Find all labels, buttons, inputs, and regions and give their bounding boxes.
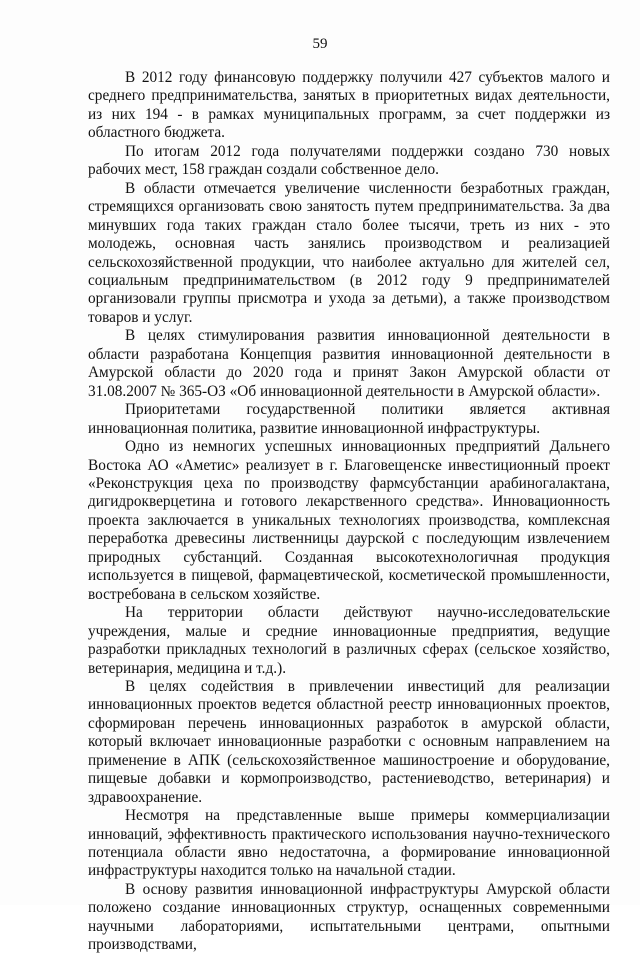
page-number: 59 bbox=[312, 36, 328, 52]
paragraph-6: Одно из немногих успешных инновационных предприятий Дальнего Востока АО «Аметис» реализует в г. Благовещенске инвестиционный проект «Реконструкция цеха по производству фармсубстанции арабиногалактана, дигидрокверцетина и готового лекарственного средства». Инновационность проекта заключается в уникальных технологиях производства, комплексная переработка древесины лиственницы даурской с последующим извлечением природных субстанций. Созданная высокотехнологичная продукция используется в пищевой, фармацевтической, косметической промышленности, востребована в сельском хозяйстве. bbox=[88, 438, 610, 603]
paragraph-8: В целях содействия в привлечении инвестиций для реализации инновационных проектов ведется областной реестр инновационных проектов, сформирован перечень инновационных разработок в амурской области, который включает инновационные разработки с основным направлением на применение в АПК (сельскохозяйственное машиностроение и оборудование, пищевые добавки и кормопроизводство, растениеводство, ветеринария) и здравоохранение. bbox=[88, 677, 610, 806]
paragraph-2: По итогам 2012 года получателями поддержки создано 730 новых рабочих мест, 158 граждан создали собственное дело. bbox=[88, 142, 610, 179]
body-text bbox=[88, 69, 610, 955]
paragraph-5: Приоритетами государственной политики является активная инновационная политика, развитие инновационной инфраструктуры. bbox=[88, 401, 610, 437]
paragraph-3: В области отмечается увеличение численности безработных граждан, стремящихся организовать свою занятость путем предпринимательства. За два минувших года таких граждан стало более тысячи, треть из них - это молодежь, основная часть занялись производством и реализацией сельскохозяйственной продукции, что наиболее актуально для жителей сел, социальным предпринимательством (в 2012 году 9 предпринимателей организовали группы присмотра и ухода за детьми), а также производством товаров и услуг. bbox=[88, 179, 610, 326]
paragraph-7: На территории области действуют научно-исследовательские учреждения, малые и средние инновационные предприятия, ведущие разработки прикладных технологий в различных сферах (сельское хозяйство, ветеринария, медицина и т.д.). bbox=[88, 604, 610, 677]
paragraph-4: В целях стимулирования развития инновационной деятельности в области разработана Концепция развития инновационной деятельности в Амурской области до 2020 года и принят Закон Амурской области от 31.08.2007 № 365-ОЗ «Об инновационной деятельности в Амурской области». bbox=[88, 327, 610, 400]
paragraph-9: Несмотря на представленные выше примеры коммерциализации инноваций, эффективность практического использования научно-технического потенциала области явно недостаточна, а формирование инновационной инфраструктуры находится только на начальной стадии. bbox=[88, 807, 610, 880]
paragraph-10: В основу развития инновационной инфраструктуры Амурской области положено создание инновационных структур, оснащенных современными научными лабораториями, испытательными центрами, опытными производствами, bbox=[88, 880, 610, 954]
paragraph-1: В 2012 году финансовую поддержку получили 427 субъектов малого и среднего предпринимательства, занятых в приоритетных видах деятельности, из них 194 - в рамках муниципальных программ, за счет поддержки из областного бюджета. bbox=[88, 69, 610, 142]
